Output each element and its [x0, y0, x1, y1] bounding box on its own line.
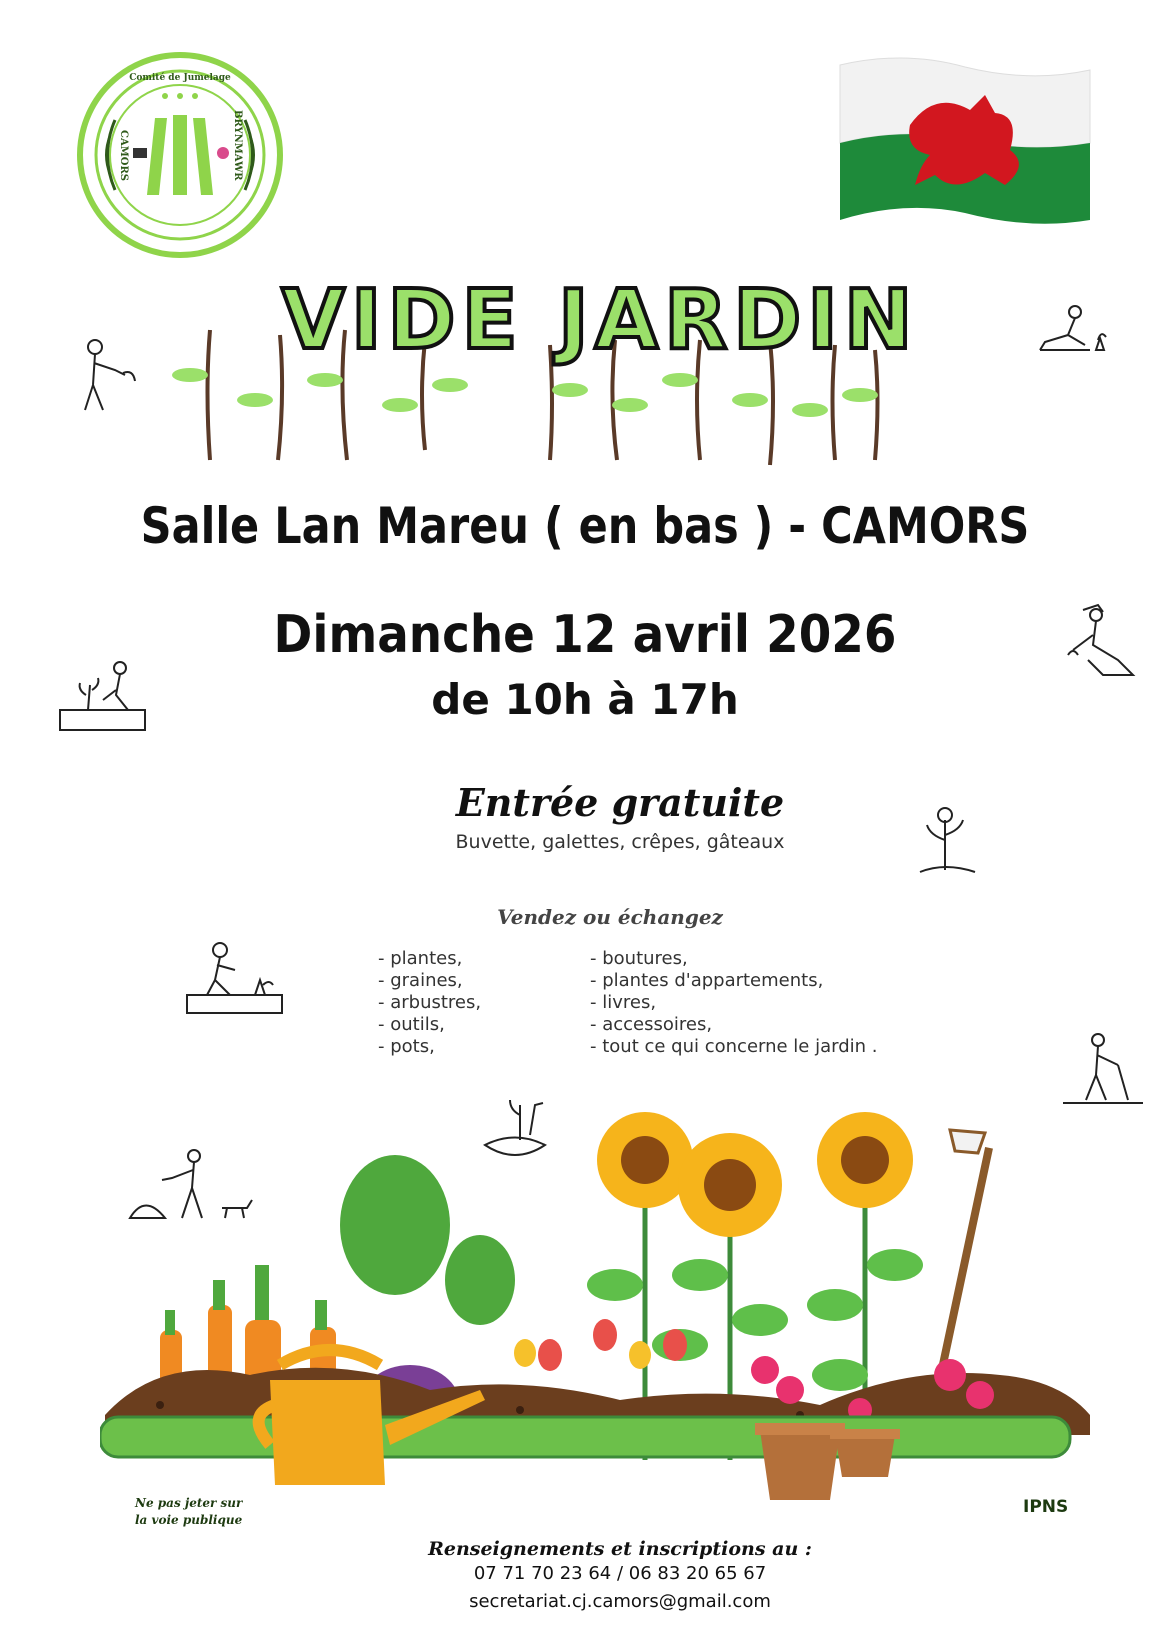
title-text: VIDE JARDIN [281, 273, 919, 368]
items-left-list [378, 948, 481, 1058]
gardener-raking-icon [1058, 1025, 1148, 1115]
free-entry: Entrée gratuite [455, 780, 785, 825]
snacks-line: Buvette, galettes, crêpes, gâteaux [455, 831, 785, 853]
list-item: - outils, [378, 1014, 445, 1035]
contact-phones: 07 71 70 23 64 / 06 83 20 65 67 [473, 1563, 767, 1584]
contact-title: Renseignements et inscriptions au : [428, 1538, 812, 1560]
event-hours: de 10h à 17h [431, 675, 739, 724]
gardener-planting-icon [58, 660, 148, 750]
no-littering-note [135, 1495, 242, 1529]
gardener-kneeling-icon [1030, 300, 1120, 390]
event-date: Dimanche 12 avril 2026 [273, 605, 897, 665]
contact-block [380, 1538, 860, 1616]
list-item: - boutures, [590, 948, 688, 969]
sell-heading: Vendez ou échangez [497, 905, 723, 929]
gardener-with-can-icon [185, 940, 275, 1030]
list-item: - plantes d'appartements, [590, 970, 824, 991]
logo-right-text: BRYNMAWR [232, 110, 243, 181]
garden-illustration [100, 1105, 1120, 1575]
jumelage-logo [75, 50, 285, 260]
list-item: - tout ce qui concerne le jardin . [590, 1036, 878, 1057]
list-item: - graines, [378, 970, 463, 991]
list-item: - arbustres, [378, 992, 482, 1013]
list-item: - accessoires, [590, 1014, 713, 1035]
venue: Salle Lan Mareu ( en bas ) - CAMORS [140, 497, 1030, 555]
welsh-flag-icon [835, 55, 1095, 230]
gardener-watering-icon [65, 335, 155, 425]
logo-top-text: Comité de Jumelage [129, 73, 231, 83]
logo-left-text: CAMORS [118, 130, 129, 182]
items-right-list [590, 948, 878, 1058]
ipns-label: IPNS [1023, 1497, 1069, 1517]
list-item: - pots, [378, 1036, 435, 1057]
list-item: - livres, [590, 992, 657, 1013]
note-line: la voie publique [135, 1513, 243, 1527]
note-line: Ne pas jeter sur [135, 1496, 243, 1510]
contact-email[interactable]: secretariat.cj.camors@gmail.com [469, 1591, 771, 1612]
flower-bush-icon [905, 800, 995, 890]
woman-gardening-icon [1058, 600, 1148, 690]
vide-jardin-title [160, 270, 1040, 470]
list-item: - plantes, [378, 948, 463, 969]
